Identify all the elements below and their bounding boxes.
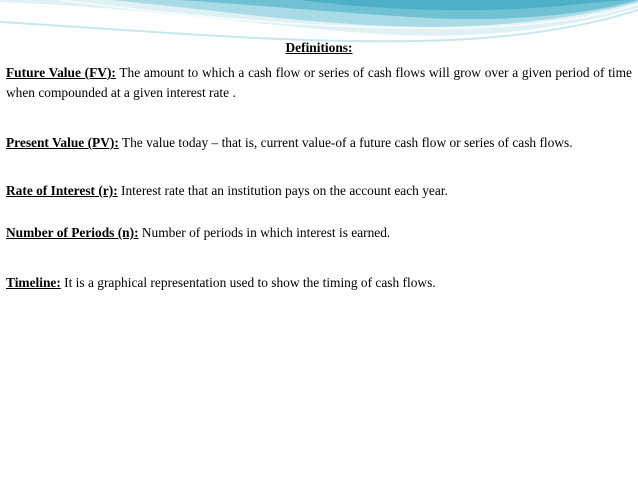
page-title: Definitions: <box>285 40 353 55</box>
term-rate-of-interest: Rate of Interest (r): <box>6 183 118 198</box>
term-present-value: Present Value (PV): <box>6 135 119 150</box>
definition-text-future-value: The amount to which a cash flow or series of cash flows will grow over a given period of time when compounded at a given interest rate . <box>6 65 632 100</box>
term-number-of-periods: Number of Periods (n): <box>6 225 139 240</box>
definition-rate-of-interest <box>6 181 632 201</box>
definition-present-value <box>6 133 632 153</box>
definitions-content <box>6 38 632 293</box>
definition-text-present-value: The value today – that is, current value-of a future cash flow or series of cash flows. <box>118 135 573 150</box>
definition-timeline <box>6 273 632 293</box>
definition-future-value <box>6 63 632 103</box>
definition-number-of-periods <box>6 223 632 243</box>
definition-text-rate-of-interest: Interest rate that an institution pays on the account each year. <box>117 183 448 198</box>
term-future-value: Future Value (FV): <box>6 65 116 80</box>
definition-text-number-of-periods: Number of periods in which interest is earned. <box>138 225 391 240</box>
term-timeline: Timeline: <box>6 275 61 290</box>
definition-text-timeline: It is a graphical representation used to show the timing of cash flows. <box>60 275 436 290</box>
